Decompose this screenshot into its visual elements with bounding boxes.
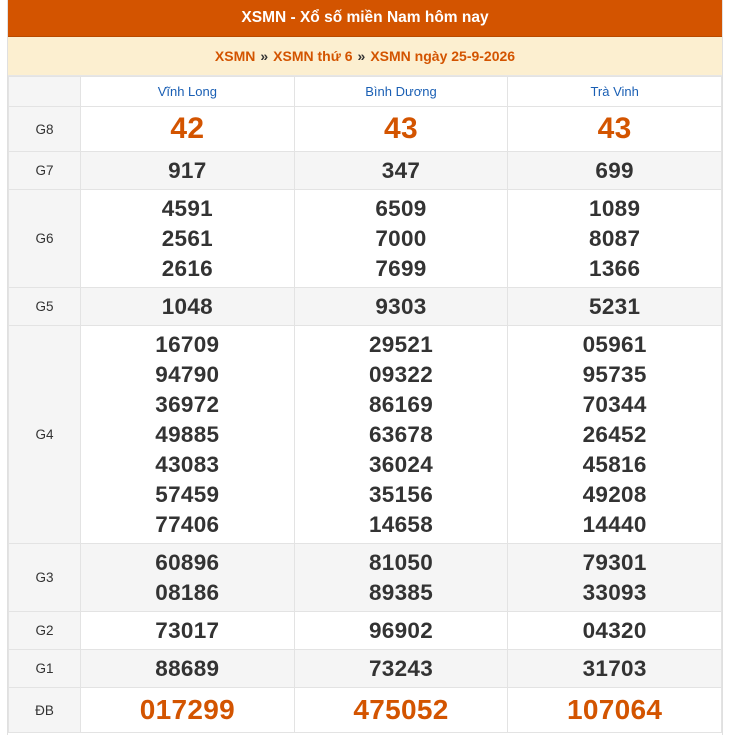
prize-label: G5 [9,288,81,326]
prize-number: 43 [383,112,418,145]
prize-number: 96902 [368,617,434,643]
prize-cell [81,190,295,288]
prize-label: G6 [9,190,81,288]
header-blank [9,77,81,107]
prize-label: G2 [9,612,81,650]
prize-number: 5231 [589,293,641,319]
prize-cell [294,544,508,612]
prize-number: 36972 [155,391,220,417]
prize-number: 31703 [582,655,647,681]
prize-number: 60896 [155,549,220,575]
prize-number: 43 [597,112,632,145]
prize-number: 63678 [368,421,434,447]
prize-number: 29521 [368,331,434,357]
prize-number: 70344 [582,391,647,417]
prize-number: 14658 [368,511,434,537]
prize-cell [81,544,295,612]
table-row [9,152,722,190]
prize-label: G8 [9,107,81,152]
table-row [9,326,722,544]
prize-cell [81,107,295,152]
prize-cell [81,612,295,650]
prize-number: 1366 [589,255,641,281]
prize-label: G7 [9,152,81,190]
prize-number: 917 [168,157,207,183]
prize-cell [508,612,722,650]
prize-number: 08186 [155,579,220,605]
prize-number: 81050 [368,549,434,575]
prize-number: 1048 [161,293,213,319]
prize-number: 94790 [155,361,220,387]
table-row [9,650,722,688]
prize-number: 36024 [368,451,434,477]
breadcrumb [8,37,722,76]
results-table [8,76,722,733]
prize-number: 107064 [567,694,663,725]
prize-number: 9303 [375,293,427,319]
prize-number: 73017 [155,617,220,643]
prize-number: 05961 [582,331,647,357]
page-title: XSMN - Xổ số miền Nam hôm nay [8,0,722,37]
breadcrumb-xsmn[interactable]: XSMN [214,48,256,64]
prize-label: ĐB [9,688,81,733]
prize-cell [294,152,508,190]
prize-number: 35156 [368,481,434,507]
results-panel [7,0,723,735]
province-header-binh-duong[interactable]: Bình Dương [294,77,508,107]
table-header-row [9,77,722,107]
prize-number: 73243 [368,655,434,681]
prize-number: 017299 [139,694,235,725]
province-header-tra-vinh[interactable]: Trà Vinh [508,77,722,107]
prize-cell [508,107,722,152]
prize-label: G4 [9,326,81,544]
prize-number: 7000 [375,225,427,251]
prize-number: 699 [595,157,634,183]
table-row [9,612,722,650]
prize-number: 43083 [155,451,220,477]
prize-number: 347 [381,157,421,183]
table-row [9,107,722,152]
prize-number: 57459 [155,481,220,507]
prize-cell [81,326,295,544]
prize-number: 09322 [368,361,434,387]
prize-cell [294,190,508,288]
prize-cell [508,650,722,688]
prize-cell [294,612,508,650]
prize-number: 95735 [582,361,647,387]
prize-number: 4591 [161,195,213,221]
table-row [9,544,722,612]
prize-cell [294,288,508,326]
prize-cell [81,288,295,326]
prize-number: 49885 [155,421,220,447]
prize-number: 88689 [155,655,220,681]
prize-number: 86169 [368,391,434,417]
prize-cell [508,288,722,326]
prize-number: 2561 [161,225,213,251]
prize-cell [294,326,508,544]
prize-label: G3 [9,544,81,612]
prize-number: 42 [170,112,205,145]
prize-cell [294,107,508,152]
prize-number: 33093 [582,579,647,605]
province-header-vinh-long[interactable]: Vĩnh Long [81,77,295,107]
prize-number: 2616 [161,255,213,281]
prize-number: 475052 [353,694,449,725]
prize-number: 45816 [582,451,647,477]
prize-cell [508,544,722,612]
prize-cell [81,152,295,190]
prize-number: 7699 [375,255,427,281]
prize-number: 26452 [582,421,647,447]
table-row [9,288,722,326]
prize-cell [294,650,508,688]
prize-number: 04320 [582,617,647,643]
prize-cell [508,326,722,544]
prize-cell [508,190,722,288]
prize-cell [508,152,722,190]
breadcrumb-separator: » [260,48,269,64]
breadcrumb-xsmn-thu-6[interactable]: XSMN thứ 6 [273,48,353,64]
prize-cell [81,688,295,733]
prize-number: 79301 [582,549,647,575]
prize-number: 8087 [589,225,641,251]
prize-number: 77406 [155,511,220,537]
prize-cell [294,688,508,733]
prize-number: 1089 [589,195,641,221]
prize-cell [508,688,722,733]
breadcrumb-separator: » [357,48,366,64]
prize-number: 14440 [582,511,647,537]
prize-number: 89385 [368,579,434,605]
prize-number: 16709 [155,331,220,357]
prize-label: G1 [9,650,81,688]
prize-cell [81,650,295,688]
table-row [9,688,722,733]
breadcrumb-xsmn-date[interactable]: XSMN ngày 25-9-2026 [370,48,516,64]
results-body [9,107,722,733]
prize-number: 6509 [375,195,427,221]
prize-number: 49208 [582,481,647,507]
table-row [9,190,722,288]
